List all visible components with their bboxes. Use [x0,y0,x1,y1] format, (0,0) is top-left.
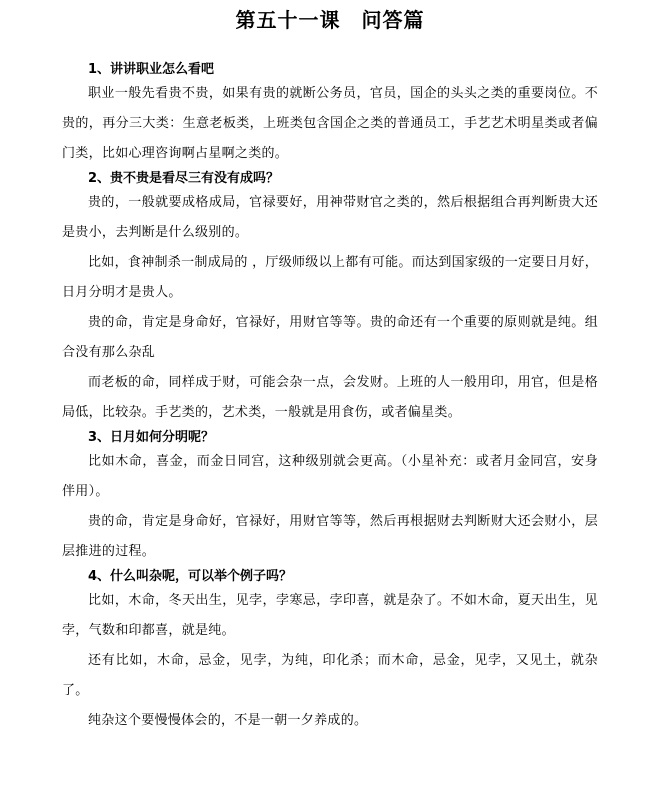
answer-paragraph: 贵的命，肯定是身命好，官禄好，用财官等等，然后再根据财去判断财大还会财小，层层推进的过程。 [62,514,598,559]
answer-paragraph: 比如，食神制杀一制成局的 ，厅级师级以上都有可能。而达到国家级的一定要日月好，日月分明才是贵人。 [62,255,598,300]
page-title: 第五十一课 问答篇 [235,8,425,32]
answer-paragraph: 而老板的命，同样成于财，可能会杂一点，会发财。上班的人一般用印，用官，但是格局低，比较杂。手艺类的，艺术类，一般就是用食伤，或者偏星类。 [62,375,598,420]
question-heading: 4、什么叫杂呢，可以举个例子吗？ [88,569,293,584]
answer-paragraph: 比如木命，喜金，而金日同宫，这种级别就会更高。（小星补充：或者月金同宫，安身伴用）。 [62,454,598,499]
answer-paragraph: 比如，木命，冬天出生，见孛，孛寒忌，孛印喜，就是杂了。不如木命，夏天出生，见孛，气数和印都喜，就是纯。 [62,593,598,638]
answer-paragraph: 纯杂这个要慢慢体会的，不是一朝一夕养成的。 [88,713,368,728]
question-heading: 2、贵不贵是看尽三有没有成吗？ [88,171,280,186]
answer-paragraph: 贵的命，肯定是身命好，官禄好，用财官等等。贵的命还有一个重要的原则就是纯。组合没有那么杂乱 [62,315,598,360]
answer-paragraph: 贵的，一般就要成格成局，官禄要好，用神带财官之类的，然后根据组合再判断贵大还是贵小，去判断是什么级别的。 [62,195,598,240]
question-heading: 3、日月如何分明呢？ [88,430,215,445]
answer-paragraph: 职业一般先看贵不贵，如果有贵的就断公务员，官员，国企的头头之类的重要岗位。不贵的，再分三大类：生意老板类，上班类包含国企之类的普通员工，手艺艺术明星类或者偏门类，比如心理咨询啊占星啊之类的。 [62,86,598,161]
answer-paragraph: 还有比如，木命，忌金，见孛，为纯，印化杀；而木命，忌金，见孛，又见土，就杂了。 [62,653,598,698]
document-body [62,60,598,736]
question-heading: 1、讲讲职业怎么看吧 [88,62,215,77]
